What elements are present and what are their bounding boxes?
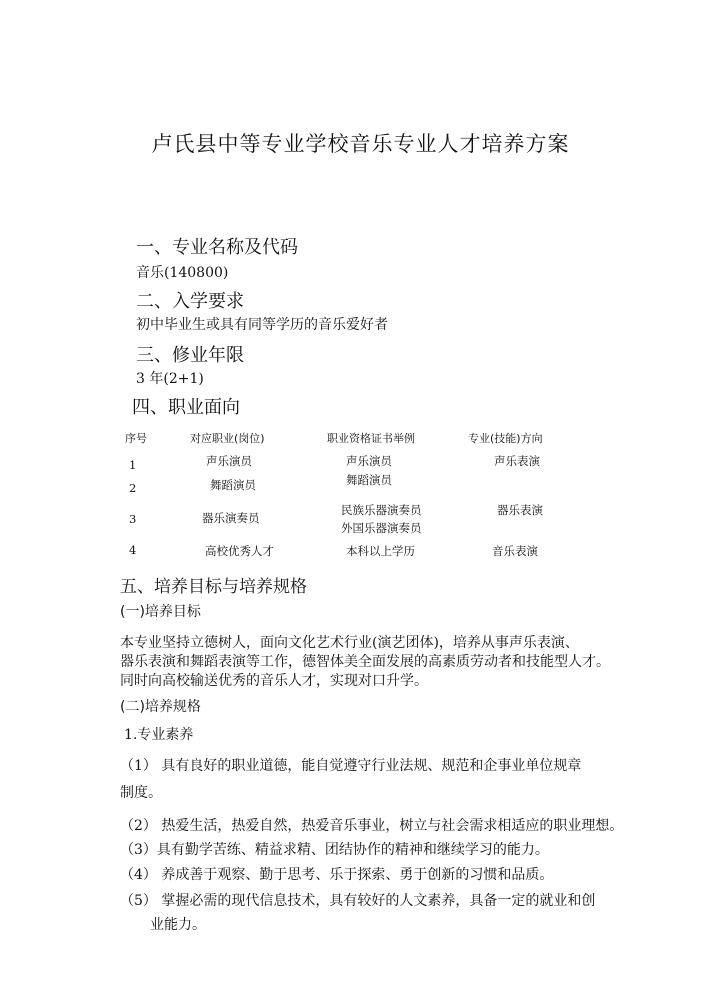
- section-heading-2: 二、入学要求: [136, 291, 244, 312]
- section-heading-3: 三、修业年限: [136, 345, 244, 366]
- table-header-job: 对应职业(岗位): [190, 432, 265, 445]
- spec-item-cont: 制度。: [120, 785, 162, 801]
- table-cell-job: 高校优秀人才: [205, 544, 274, 558]
- section-content-2: 初中毕业生或具有同等学历的音乐爱好者: [136, 317, 388, 333]
- table-cell-direction: 音乐表演: [492, 544, 538, 558]
- table-cell-no: 1: [129, 458, 137, 472]
- document-title: 卢氏县中等专业学校音乐专业人才培养方案: [151, 132, 570, 156]
- table-cell-no: 4: [129, 543, 137, 557]
- table-header-direction: 专业(技能)方向: [468, 432, 543, 445]
- goals-line: 器乐表演和舞蹈表演等工作，德智体美全面发展的高素质劳动者和技能型人才。: [120, 654, 610, 670]
- table-cell-job: 舞蹈演员: [210, 478, 256, 492]
- spec-item: （3）具有勤学苦练、精益求精、团结协作的精神和继续学习的能力。: [120, 842, 549, 858]
- section-content-3: 3 年(2+1): [136, 371, 204, 387]
- table-cell-job: 声乐演员: [206, 454, 252, 468]
- table-cell-cert: 民族乐器演奏员: [341, 503, 422, 517]
- table-cell-cert: 本科以上学历: [346, 544, 415, 558]
- goals-heading: (一)培养目标: [120, 604, 201, 620]
- table-cell-direction: 声乐表演: [494, 454, 540, 468]
- spec-item: （1） 具有良好的职业道德，能自觉遵守行业法规、规范和企事业单位规章: [120, 758, 582, 774]
- table-cell-no: 3: [129, 512, 137, 526]
- specs-subheading: 1.专业素养: [124, 727, 194, 743]
- table-header-no: 序号: [125, 432, 147, 445]
- goals-line: 本专业坚持立德树人，面向文化艺术行业(演艺团体)，培养从事声乐表演、: [120, 635, 579, 651]
- section-content-1: 音乐(140800): [136, 265, 229, 281]
- table-header-cert: 职业资格证书举例: [327, 432, 415, 445]
- spec-item: （5） 掌握必需的现代信息技术，具有较好的人文素养，具备一定的就业和创: [120, 893, 596, 909]
- spec-item: （4） 养成善于观察、勤于思考、乐于探索、勇于创新的习惯和品质。: [120, 867, 554, 883]
- specs-heading: (二)培养规格: [120, 699, 201, 715]
- table-cell-cert-2: 外国乐器演奏员: [341, 521, 422, 535]
- spec-item-cont: 业能力。: [150, 917, 206, 933]
- table-cell-cert: 舞蹈演员: [346, 473, 392, 487]
- table-cell-no: 2: [129, 481, 137, 495]
- spec-item: （2） 热爱生活，热爱自然，热爱音乐事业，树立与社会需求相适应的职业理想。: [120, 818, 624, 834]
- section-heading-1: 一、专业名称及代码: [136, 237, 298, 258]
- table-cell-cert: 声乐演员: [346, 454, 392, 468]
- table-cell-direction: 器乐表演: [497, 503, 543, 517]
- table-cell-job: 器乐演奏员: [202, 511, 260, 525]
- section-heading-5: 五、培养目标与培养规格: [120, 577, 307, 597]
- goals-line: 同时向高校输送优秀的音乐人才，实现对口升学。: [120, 673, 428, 689]
- section-heading-4: 四、职业面向: [132, 397, 240, 418]
